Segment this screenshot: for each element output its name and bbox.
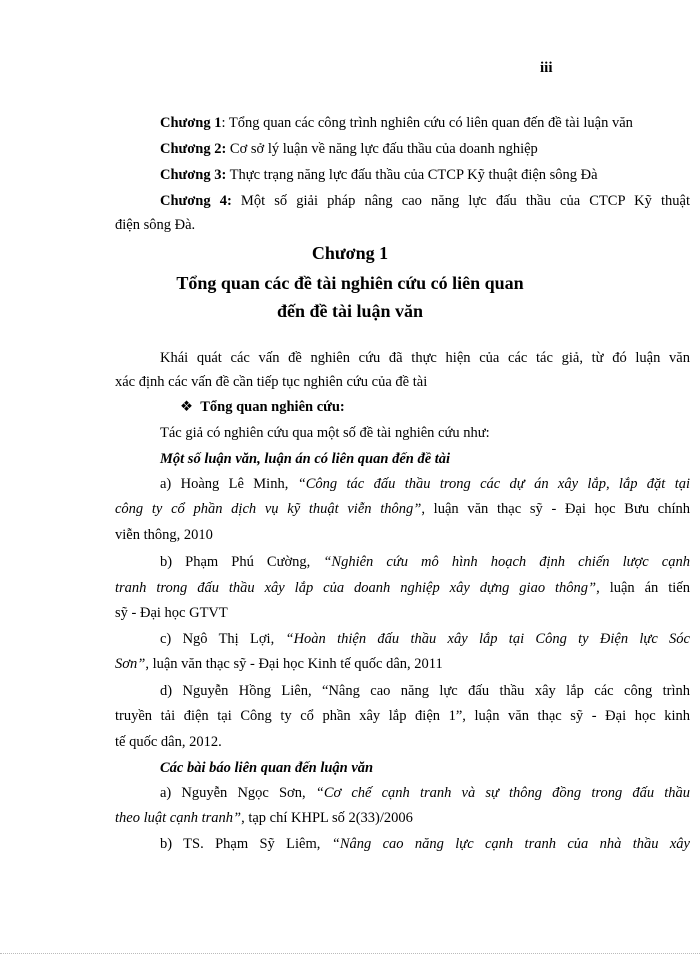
text: b) Phạm Phú Cường, [160, 554, 324, 570]
section-theses-title: Một số luận văn, luận án có liên quan đến đề tài [160, 451, 451, 467]
text: công ty cổ phần dịch vụ kỹ thuật viễn thông” [115, 501, 422, 517]
thesis-item-a-line3: viễn thông, 2010 [115, 527, 213, 543]
thesis-item-c-line2 [115, 655, 443, 673]
page-number: iii [540, 60, 553, 76]
diamond-bullet-icon: ❖ [180, 399, 193, 415]
chapter-label: Chương 3: [160, 167, 227, 183]
text: , luận văn thạc sỹ - Đại học Kinh tế quốc dân, 2011 [145, 656, 443, 672]
thesis-item-a-line1 [160, 475, 690, 493]
thesis-item-d-line1: d) Nguyễn Hồng Liên, “Nâng cao năng lực đấu thầu xây lắp các công trình [160, 683, 690, 699]
text: “Nâng cao năng lực cạnh tranh của nhà thầu xây [331, 836, 690, 852]
thesis-item-d-line2: truyền tải điện tại Công ty cổ phần xây lắp điện 1”, luận văn thạc sỹ - Đại học kinh [115, 708, 690, 724]
chapter-label: Chương 2: [160, 141, 227, 157]
article-item-a-line2 [115, 809, 413, 827]
thesis-item-b-line3: sỹ - Đại học GTVT [115, 605, 228, 621]
text: a) Hoàng Lê Minh, [160, 476, 298, 492]
text: tranh trong đấu thầu xây lắp của doanh nghiệp xây dựng giao thông” [115, 580, 597, 596]
chapter-text: Thực trạng năng lực đấu thầu của CTCP Kỹ thuật điện sông Đà [226, 167, 598, 183]
chapter-list-item-4-cont: điện sông Đà. [115, 217, 196, 233]
text: “Cơ chế cạnh tranh và sự thông đồng trong đấu thầu [315, 785, 691, 801]
thesis-item-a-line2 [115, 500, 690, 518]
overview-lead: Tác giả có nghiên cứu qua một số đề tài nghiên cứu như: [160, 425, 490, 441]
text: Sơn” [115, 656, 146, 672]
chapter-heading-title-line1: Tổng quan các đề tài nghiên cứu có liên quan [176, 273, 524, 293]
article-item-a-line1 [160, 784, 690, 802]
thesis-item-b-line1 [160, 553, 690, 571]
chapter-list-item-4 [160, 192, 690, 210]
text: , luận án tiến [596, 580, 690, 596]
chapter-list-item-3 [160, 166, 598, 184]
text: theo luật cạnh tranh” [115, 810, 242, 826]
text: , luận văn thạc sỹ - Đại học Bưu chính [421, 501, 690, 517]
chapter-text: Một số giải pháp nâng cao năng lực đấu thầu của CTCP Kỹ thuật [231, 193, 690, 209]
chapter-label: Chương 4: [160, 193, 232, 209]
text: “Hoàn thiện đấu thầu xây lắp tại Công ty Điện lực Sóc [285, 631, 690, 647]
chapter-sep: : [221, 115, 226, 131]
text: c) Ngô Thị Lợi, [160, 631, 286, 647]
chapter-label: Chương 1 [160, 115, 222, 131]
overview-title: Tổng quan nghiên cứu: [200, 399, 345, 415]
chapter-text: Cơ sở lý luận về năng lực đấu thầu của doanh nghiệp [226, 141, 538, 157]
text: a) Nguyễn Ngọc Sơn, [160, 785, 316, 801]
text: “Công tác đấu thầu trong các dự án xây lắp, lắp đặt tại [297, 476, 690, 492]
text: “Nghiên cứu mô hình hoạch định chiến lược cạnh [323, 554, 690, 570]
page-edge-divider [0, 953, 700, 954]
thesis-item-b-line2 [115, 579, 690, 597]
intro-line2: xác định các vấn đề cần tiếp tục nghiên cứu của đề tài [115, 374, 428, 390]
overview-heading [180, 398, 345, 416]
chapter-list-item-1 [160, 114, 633, 132]
thesis-item-c-line1 [160, 630, 690, 648]
section-articles-title: Các bài báo liên quan đến luận văn [160, 760, 374, 776]
text: b) TS. Phạm Sỹ Liêm, [160, 836, 332, 852]
chapter-list-item-2 [160, 140, 538, 158]
article-item-b-line1 [160, 835, 690, 853]
chapter-text: Tổng quan các công trình nghiên cứu có liên quan đến đề tài luận văn [225, 115, 633, 131]
chapter-heading-number: Chương 1 [311, 243, 389, 263]
chapter-heading-title-line2: đến đề tài luận văn [276, 301, 424, 321]
thesis-item-d-line3: tế quốc dân, 2012. [115, 734, 222, 750]
intro-line1: Khái quát các vấn đề nghiên cứu đã thực hiện của các tác giả, từ đó luận văn [160, 350, 690, 366]
text: , tạp chí KHPL số 2(33)/2006 [241, 810, 413, 826]
